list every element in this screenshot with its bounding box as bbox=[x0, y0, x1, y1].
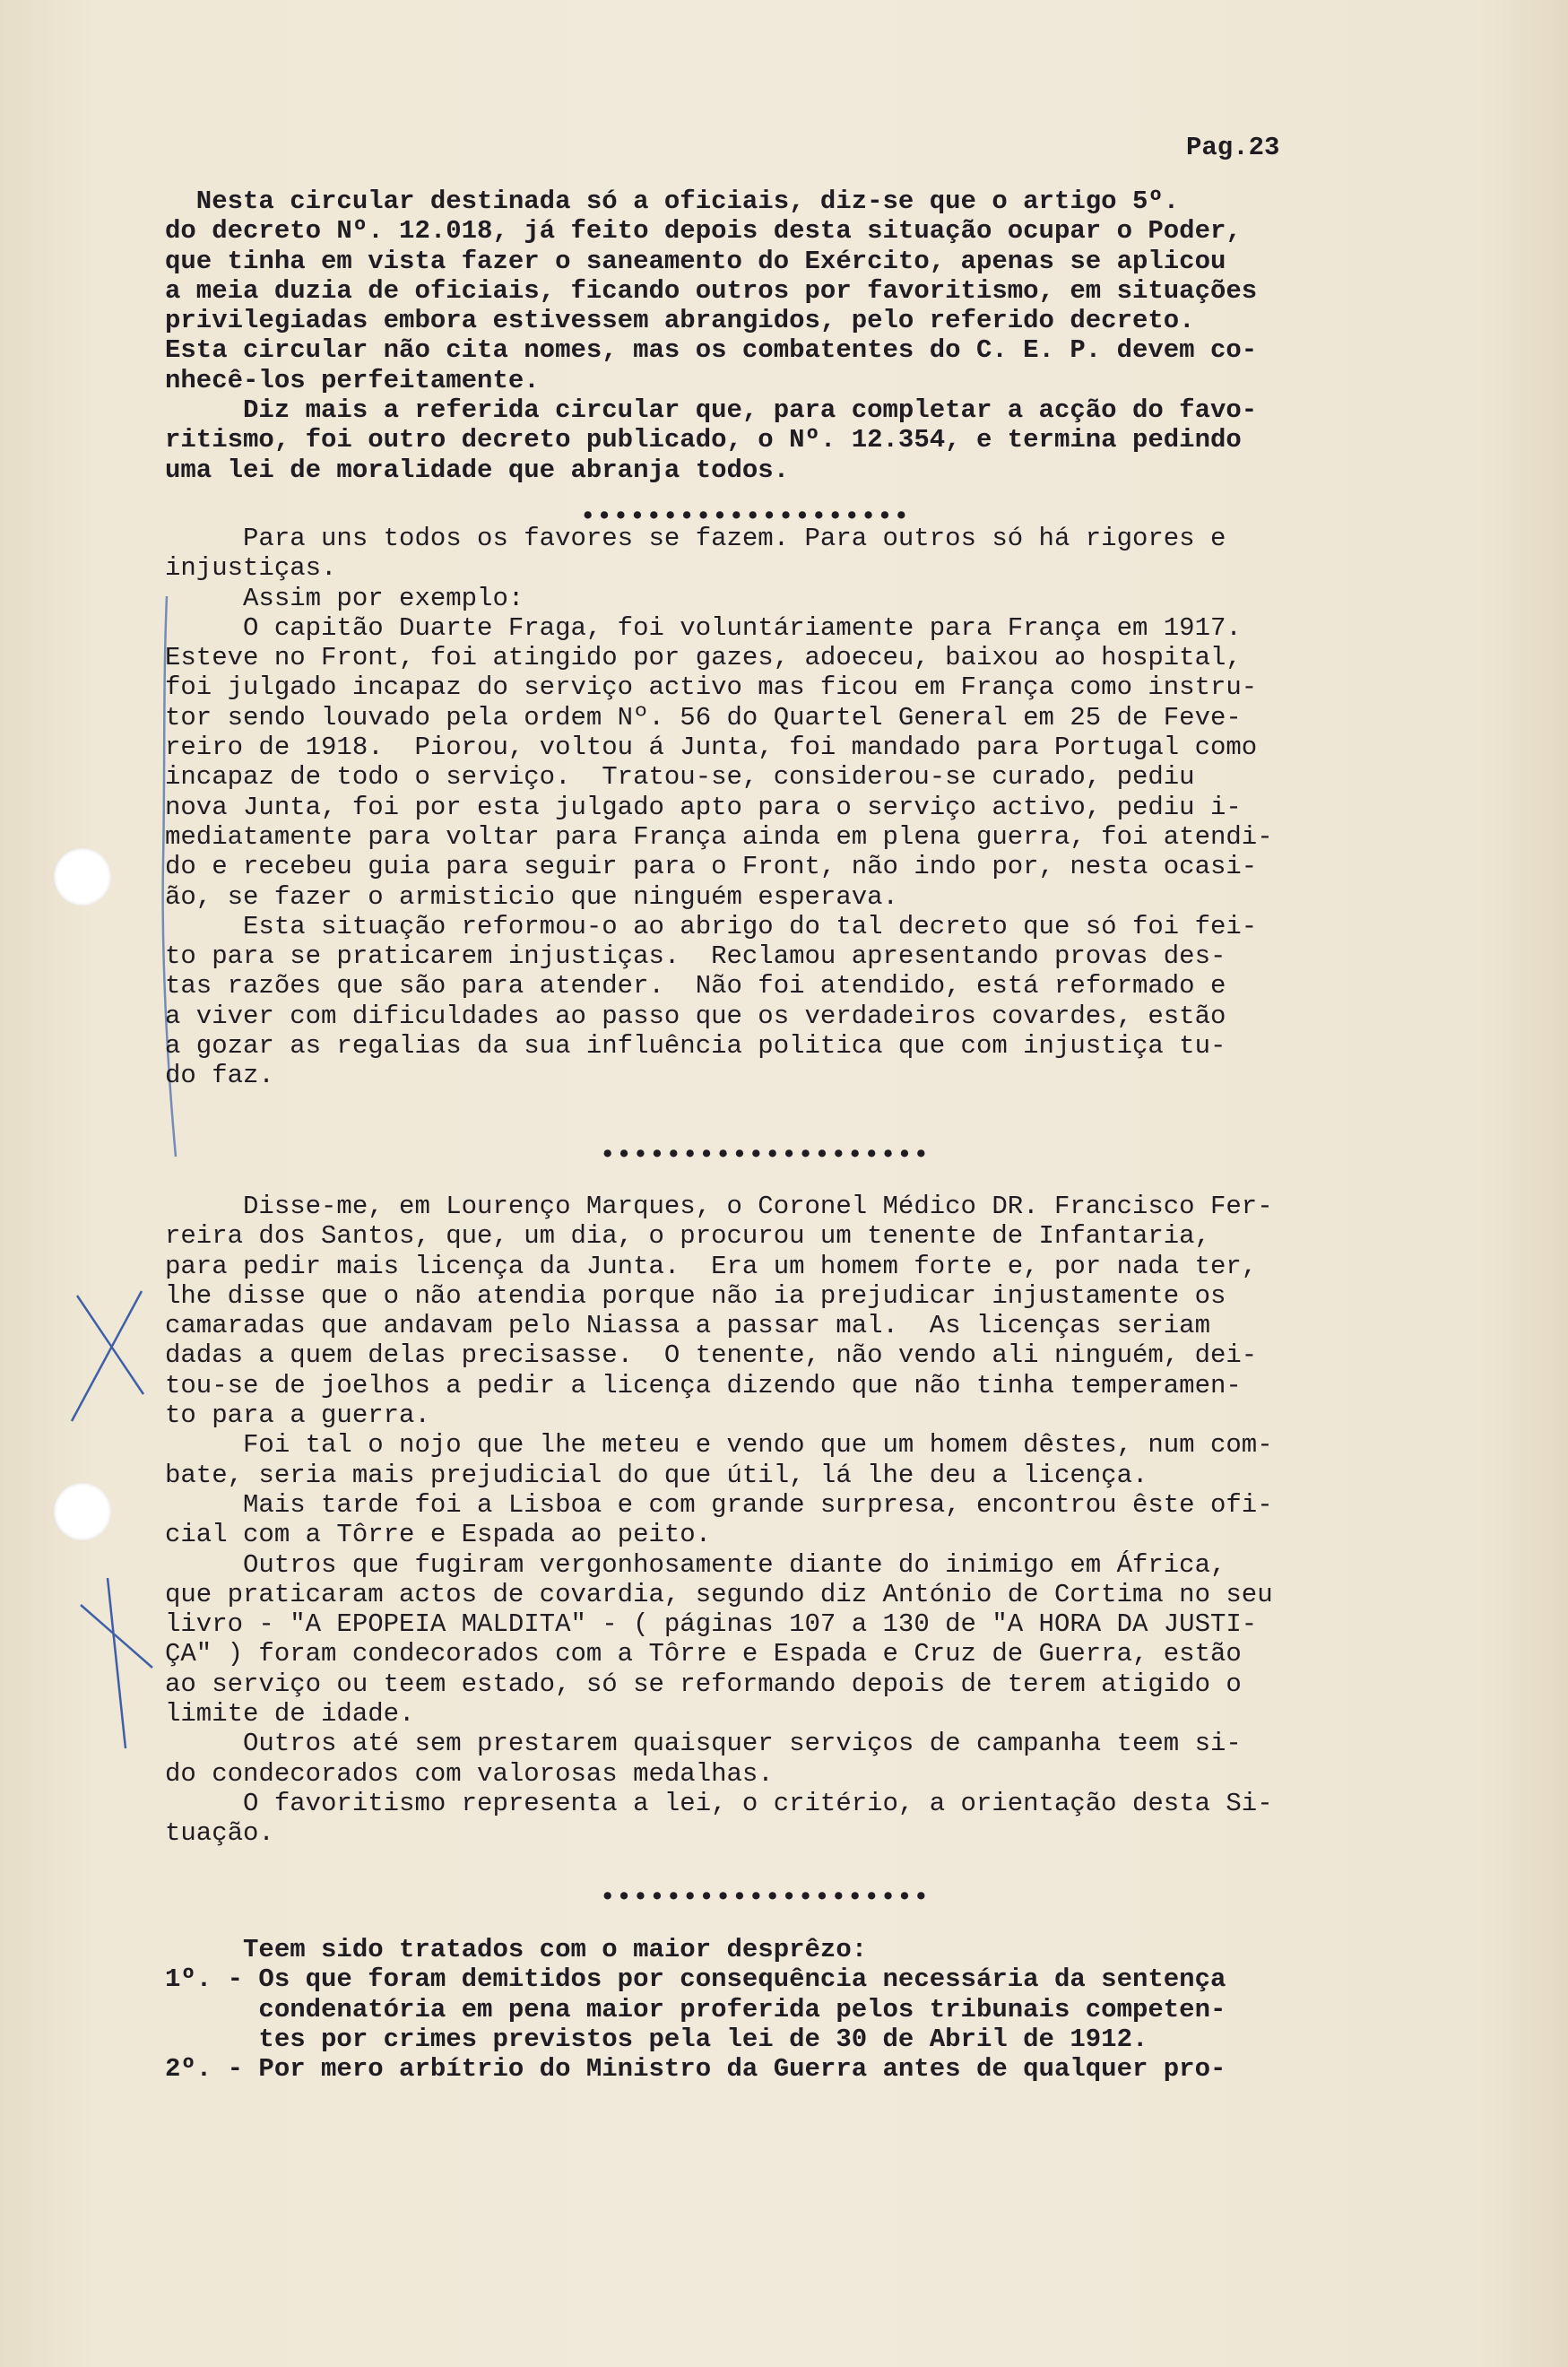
text-line: Foi tal o nojo que lhe meteu e vendo que um homem dêstes, num com- bbox=[165, 1430, 1273, 1461]
text-line: Assim por exemplo: bbox=[165, 583, 524, 613]
cross-mark-icon bbox=[72, 1291, 143, 1421]
text-line: bate, seria mais prejudicial do que útil, lá lhe deu a licença. bbox=[165, 1460, 1148, 1490]
text-line: Disse-me, em Lourenço Marques, o Coronel Médico DR. Francisco Fer- bbox=[165, 1192, 1273, 1221]
paragraph-desprezo-list bbox=[165, 1935, 1226, 2084]
text-line: Teem sido tratados com o maior desprêzo: bbox=[165, 1935, 868, 1964]
text-line: do decreto Nº. 12.018, já feito depois desta situação ocupar o Poder, bbox=[165, 216, 1242, 247]
text-line: O favoritismo representa a lei, o critério, a orientação desta Si- bbox=[165, 1788, 1273, 1818]
text-line: condenatória em pena maior proferida pelos tribunais competen- bbox=[165, 1994, 1226, 2025]
text-line: limite de idade. bbox=[165, 1699, 415, 1730]
text-line: 2º. - Por mero arbítrio do Ministro da Guerra antes de qualquer pro- bbox=[165, 2054, 1226, 2085]
text-line: mediatamente para voltar para França ainda em plena guerra, foi atendi- bbox=[165, 821, 1273, 852]
separator-dots: •••••••••••••••••••• bbox=[600, 1883, 931, 1912]
text-line: nhecê-los perfeitamente. bbox=[165, 365, 540, 395]
separator-dots: •••••••••••••••••••• bbox=[580, 502, 911, 532]
text-line: O capitão Duarte Fraga, foi voluntáriamente para França em 1917. bbox=[165, 612, 1242, 643]
text-line: a meia duzia de oficiais, ficando outros por favoritismo, em situações bbox=[165, 275, 1258, 306]
text-line: to para se praticarem injustiças. Reclamou apresentando provas des- bbox=[165, 941, 1226, 972]
text-line: tes por crimes previstos pela lei de 30 de Abril de 1912. bbox=[165, 2024, 1148, 2054]
text-line: que tinha em vista fazer o saneamento do Exército, apenas se aplicou bbox=[165, 246, 1226, 276]
text-line: ao serviço ou teem estado, só se reformando depois de terem atigido o bbox=[165, 1669, 1242, 1699]
text-line: do faz. bbox=[165, 1061, 274, 1091]
separator-dots: •••••••••••••••••••• bbox=[600, 1140, 931, 1170]
text-line: uma lei de moralidade que abranja todos. bbox=[165, 455, 790, 485]
text-line: tuação. bbox=[165, 1818, 274, 1849]
text-line: privilegiadas embora estivessem abrangidos, pelo referido decreto. bbox=[165, 306, 1195, 336]
text-line: tou-se de joelhos a pedir a licença dizendo que não tinha temperamen- bbox=[165, 1370, 1242, 1400]
text-line: cial com a Tôrre e Espada ao peito. bbox=[165, 1520, 712, 1550]
text-line: do e recebeu guia para seguir para o Front, não indo por, nesta ocasi- bbox=[165, 852, 1258, 882]
text-line: reiro de 1918. Piorou, voltou á Junta, foi mandado para Portugal como bbox=[165, 733, 1258, 763]
text-line: ão, se fazer o armisticio que ninguém esperava. bbox=[165, 881, 898, 912]
body-text bbox=[165, 186, 1456, 2085]
paragraph-coronel-medico bbox=[165, 1192, 1273, 1849]
text-line: incapaz de todo o serviço. Tratou-se, considerou-se curado, pediu bbox=[165, 762, 1195, 793]
text-line: a viver com dificuldades ao passo que os verdadeiros covardes, estão bbox=[165, 1001, 1226, 1031]
text-line: tor sendo louvado pela ordem Nº. 56 do Quartel General em 25 de Feve- bbox=[165, 702, 1242, 733]
text-line: injustiças. bbox=[165, 553, 337, 584]
paragraph-circular bbox=[165, 186, 1456, 485]
text-line: Esta situação reformou-o ao abrigo do tal decreto que só foi fei- bbox=[165, 911, 1258, 941]
text-line: ritismo, foi outro decreto publicado, o Nº. 12.354, e termina pedindo bbox=[165, 425, 1242, 455]
text-line: foi julgado incapaz do serviço activo mas ficou em França como instru- bbox=[165, 672, 1258, 703]
text-line: reira dos Santos, que, um dia, o procurou um tenente de Infantaria, bbox=[165, 1221, 1210, 1252]
text-line: que praticaram actos de covardia, segundo diz António de Cortima no seu bbox=[165, 1579, 1273, 1609]
text-line: Esteve no Front, foi atingido por gazes, adoeceu, baixou ao hospital, bbox=[165, 643, 1242, 673]
text-line: tas razões que são para atender. Não foi atendido, está reformado e bbox=[165, 971, 1226, 1001]
text-line: livro - "A EPOPEIA MALDITA" - ( páginas 107 a 130 de "A HORA DA JUSTI- bbox=[165, 1609, 1258, 1640]
text-line: nova Junta, foi por esta julgado apto para o serviço activo, pediu i- bbox=[165, 792, 1242, 822]
text-line: lhe disse que o não atendia porque não ia prejudicar injustamente os bbox=[165, 1280, 1226, 1311]
text-line: a gozar as regalias da sua influência politica que com injustiça tu- bbox=[165, 1031, 1226, 1062]
text-line: Mais tarde foi a Lisboa e com grande surpresa, encontrou êste ofi- bbox=[165, 1489, 1273, 1520]
text-line: Esta circular não cita nomes, mas os combatentes do C. E. P. devem co- bbox=[165, 335, 1258, 366]
cross-mark-icon bbox=[81, 1578, 152, 1748]
text-line: Nesta circular destinada só a oficiais, diz-se que o artigo 5º. bbox=[165, 186, 1180, 216]
text-line: ÇA" ) foram condecorados com a Tôrre e Espada e Cruz de Guerra, estão bbox=[165, 1639, 1242, 1669]
text-line: do condecorados com valorosas medalhas. bbox=[165, 1758, 774, 1789]
text-line: Outros que fugiram vergonhosamente diante do inimigo em África, bbox=[165, 1549, 1226, 1580]
text-line: dadas a quem delas precisasse. O tenente, não vendo ali ninguém, dei- bbox=[165, 1340, 1258, 1371]
paragraph-duarte-fraga bbox=[165, 524, 1273, 1091]
text-line: para pedir mais licença da Junta. Era um homem forte e, por nada ter, bbox=[165, 1251, 1258, 1281]
text-line: Diz mais a referida circular que, para completar a acção do favo- bbox=[165, 395, 1258, 426]
text-line: to para a guerra. bbox=[165, 1400, 430, 1431]
text-line: 1º. - Os que foram demitidos por consequência necessária da sentença bbox=[165, 1964, 1226, 1995]
text-line: camaradas que andavam pelo Niassa a passar mal. As licenças seriam bbox=[165, 1311, 1210, 1341]
page-number: Pag.23 bbox=[1186, 133, 1280, 162]
text-line: Outros até sem prestarem quaisquer serviços de campanha teem si- bbox=[165, 1729, 1242, 1759]
text-line: Para uns todos os favores se fazem. Para outros só há rigores e bbox=[165, 524, 1226, 553]
